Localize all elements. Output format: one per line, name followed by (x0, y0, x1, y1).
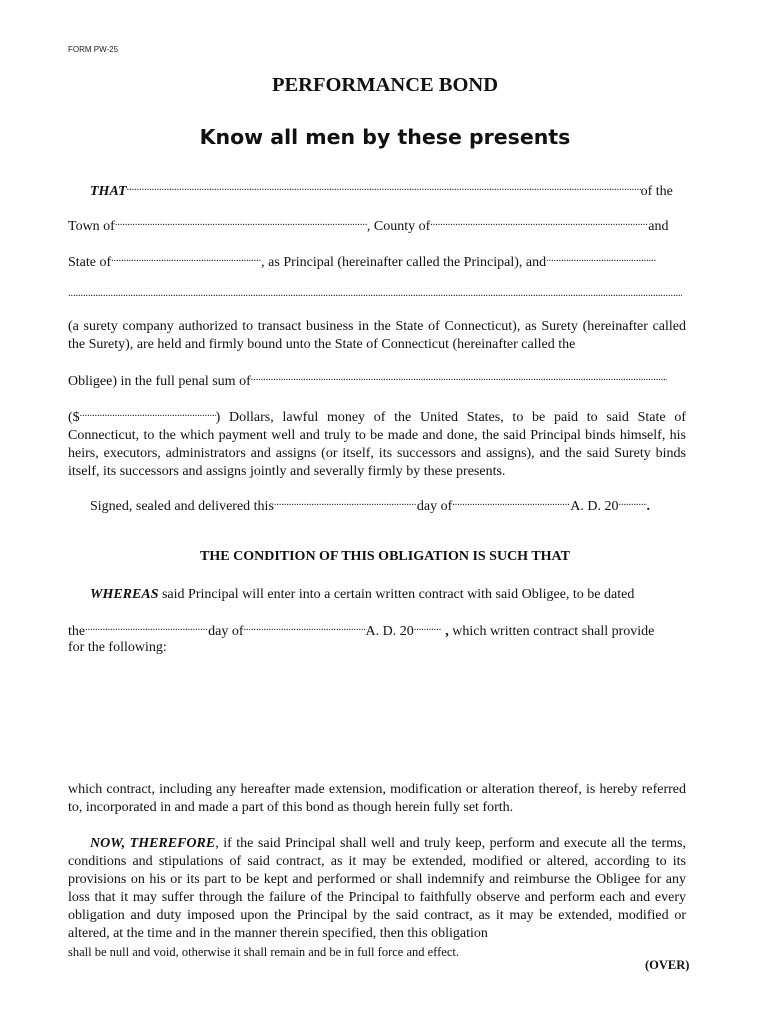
contract-comma: , (441, 624, 449, 639)
contract-day-of-label: day of (208, 624, 244, 639)
contract-ad-label: A. D. 20 (365, 624, 414, 639)
surety-line (68, 287, 686, 307)
contract-tail: which written contract shall provide (448, 624, 655, 639)
town-label: Town of (68, 219, 115, 234)
contract-month-blank[interactable] (244, 621, 366, 635)
signed-day-blank[interactable] (274, 496, 417, 510)
contract-day-blank[interactable] (85, 621, 208, 635)
surety-paragraph: (a surety company authorized to transact business in the State of Connecticut), as Surety (hereinafter called the Surety), are held and firmly bound unto the State of Connecticut (hereinafter called the (68, 319, 686, 352)
town-line (68, 216, 686, 236)
surety-name-blank[interactable] (546, 252, 656, 266)
signed-line (68, 496, 686, 516)
obligee-label: Obligee) in the full penal sum of (68, 374, 251, 389)
now-therefore-label: NOW, THEREFORE (90, 836, 216, 851)
that-line (68, 181, 686, 201)
form-id: FORM PW-25 (68, 45, 119, 54)
the-label: the (68, 624, 86, 639)
contract-year-blank[interactable] (414, 621, 442, 635)
principal-label: , as Principal (hereinafter called the Principal), and (261, 255, 547, 270)
state-label: State of (68, 255, 112, 270)
dollar-open: ($ (68, 410, 80, 425)
condition-heading: THE CONDITION OF THIS OBLIGATION IS SUCH THAT (200, 549, 570, 564)
town-blank[interactable] (115, 216, 367, 230)
now-therefore-paragraph (68, 835, 686, 962)
obligee-line (68, 371, 686, 391)
dollar-amount-blank[interactable] (80, 407, 216, 421)
whereas-line (68, 586, 686, 604)
surety-name-blank-2[interactable] (68, 287, 682, 301)
contract-paragraph: which contract, including any hereafter made extension, modification or alteration thereof, is hereby referred to, incorporated in and made a part of this bond as though herein fully set forth. (68, 782, 686, 815)
page-subtitle: Know all men by these presents (199, 125, 571, 149)
signed-year-blank[interactable] (619, 496, 647, 510)
whereas-label: WHEREAS (90, 587, 159, 602)
state-line (68, 252, 686, 272)
of-the-label: of the (640, 184, 673, 199)
day-of-label: day of (416, 499, 453, 514)
and-label: and (648, 219, 669, 234)
dollars-paragraph (68, 407, 686, 481)
county-label: , County of (366, 219, 431, 234)
state-blank[interactable] (111, 252, 261, 266)
null-void-text: shall be null and void, otherwise it shall remain and be in full force and effect. (68, 945, 459, 959)
that-label: THAT (90, 184, 127, 199)
following-line: for the following: (68, 640, 167, 655)
signed-label: Signed, sealed and delivered this (90, 499, 274, 514)
name-blank[interactable] (127, 181, 641, 195)
over-label: (OVER) (645, 958, 690, 972)
ad-label: A. D. 20 (570, 499, 619, 514)
contract-date-line (68, 621, 686, 641)
page-title: PERFORMANCE BOND (271, 74, 499, 96)
now-therefore-text: , if the said Principal shall well and truly keep, perform and execute all the terms, conditions and stipulations of said contract, as it may be extended, modified or altered, according to its provisions on his or its part to be kept and performed or shall indemnify and reimburse the Obligee for any loss that it may suffer through the failure of the Principal to faithfully observe and perform each and every obligation and duty imposed upon the Principal by the said contract, as it may be extended, modified or altered, at the time and in the manner therein specified, then this obligation (68, 836, 686, 941)
signed-period: . (646, 499, 651, 514)
signed-month-blank[interactable] (452, 496, 570, 510)
penal-sum-blank[interactable] (251, 371, 667, 385)
whereas-text: said Principal will enter into a certain written contract with said Obligee, to be dated (158, 587, 635, 602)
county-blank[interactable] (430, 216, 648, 230)
dollars-text: ) Dollars, lawful money of the United States, to be paid to said State of Connecticut, to the which payment well and truly to be made and done, the said Principal binds himself, his heirs, executors, administrators and assigns (or itself, its successors and assigns), and the said Surety binds itself, its successors and assigns jointly and severally firmly by these presents. (68, 410, 686, 479)
